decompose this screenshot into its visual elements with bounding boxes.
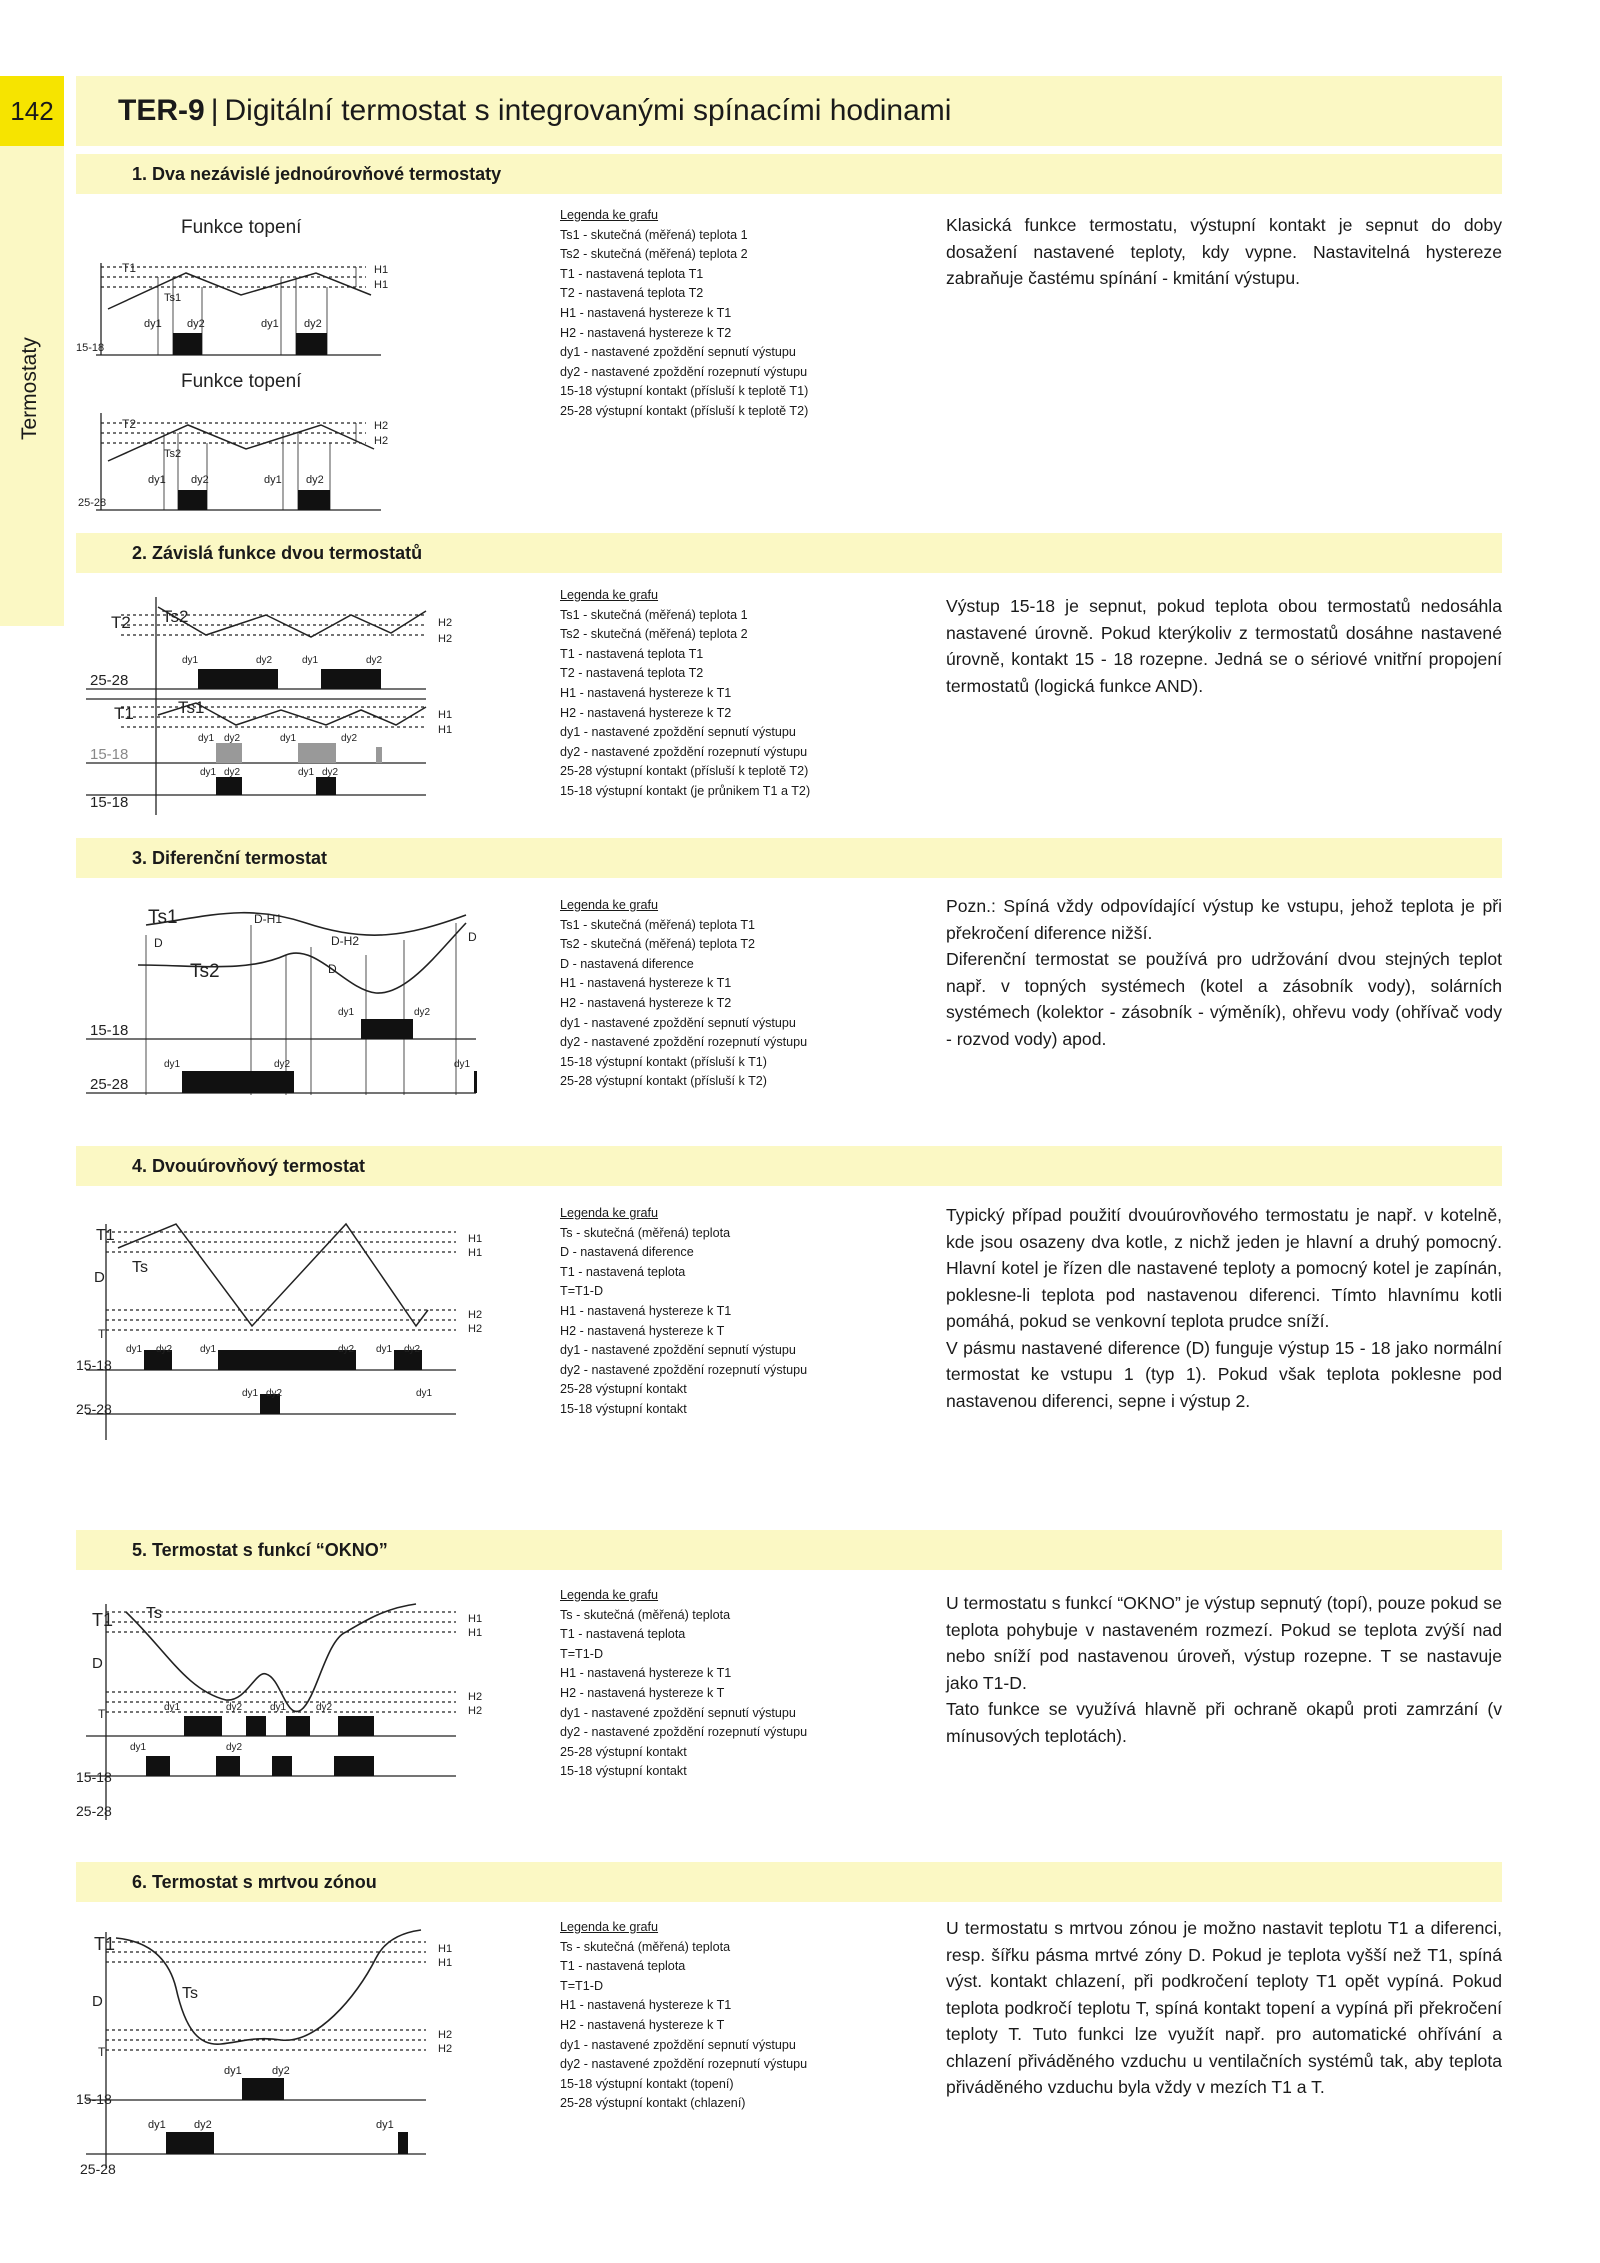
s5-pulse [246,1716,266,1736]
legend-item: 15-18 výstupní kontakt (přísluší k T1) [560,1054,767,1069]
s2-dy2: dy2 [341,733,358,744]
s2-out1-label: 15-18 [90,794,129,811]
s4-dy1: dy1 [376,1344,393,1355]
s3-pulse [474,1071,477,1093]
s5-d-label: D [92,1655,103,1672]
s1-t2-label: T2 [122,417,137,431]
s3-pulse [182,1071,294,1093]
s1-pulse [298,490,330,510]
s1-t1-label: T1 [122,261,137,275]
s4-d-label: D [94,1269,105,1286]
description-paragraph: Typický případ použití dvouúrovňového termostatu je např. v kotelně, kde jsou osazeny dva kotle, z nichž jeden je hlavní a druhý pomocný. Hlavní kotel je řízen dle nastavené teploty a pomocný kotel je zapínán, poklesne-li teplota pod nastavenou diferenci. Tímto hlavnímu kotli pomáhá, pokud se venkovní teplota prudce sníží. [946,1205,1502,1331]
legend-item: T=T1-D [560,1646,604,1661]
s6-ts-label: Ts [182,1985,198,2002]
s1-dy1: dy1 [264,474,282,486]
s2-dy2: dy2 [366,655,383,666]
section-6-legend [560,1918,807,2114]
s3-pulse [361,1019,413,1039]
section-5-header [76,1530,1502,1570]
section-6-description [946,1915,1502,2101]
s5-out2-label: 25-28 [76,1803,112,1819]
section-5-diagram [76,1590,483,1820]
description-paragraph: Klasická funkce termostatu, výstupní kontakt je sepnut do doby dosažení nastavené teploty, kdy vypne. Nastavitelná hystereze zabraňuje častému spínání - kmitání výstupu. [946,215,1502,288]
s5-t1-label: T1 [92,1610,114,1630]
s2-pulse [216,777,242,795]
s2-pulse-gray [298,743,336,763]
s1-dy1: dy1 [261,318,279,330]
legend-item: dy1 - nastavené zpoždění sepnutí výstupu [560,2037,796,2052]
s6-dy1: dy1 [224,2065,242,2077]
legend-item: T1 - nastavená teplota T1 [560,266,704,281]
s6-t1-label: T1 [94,1934,116,1954]
s5-pulse [286,1716,310,1736]
s2-dy2: dy2 [224,733,241,744]
s1-h1-label: H1 [374,264,389,276]
s4-h2-label: H2 [468,1309,483,1321]
description-paragraph: Pozn.: Spíná vždy odpovídající výstup ke vstupu, jehož teplota je při překročení diference nižší. [946,896,1502,943]
legend-item: Ts2 - skutečná (měřená) teplota T2 [560,937,756,952]
s6-t-label: T [98,2045,106,2059]
section-4-legend [560,1204,807,1420]
s6-h2-label: H2 [438,2029,453,2041]
legend-item: H1 - nastavená hystereze k T1 [560,1998,732,2013]
s6-d-label: D [92,1993,103,2010]
s5-pulse [146,1756,170,1776]
legend-item: 25-28 výstupní kontakt [560,1382,687,1397]
s3-dy2: dy2 [414,1007,431,1018]
legend-item: Ts1 - skutečná (měřená) teplota 1 [560,227,748,242]
section-6-title: 6. Termostat s mrtvou zónou [132,1871,377,1892]
legend-item: 15-18 výstupní kontakt [560,1401,687,1416]
legend-item: Ts - skutečná (měřená) teplota [560,1607,731,1622]
header-bar [76,76,1502,146]
s1-dy1: dy1 [148,474,166,486]
legend-item: dy2 - nastavené zpoždění rozepnutí výstupu [560,1362,808,1377]
s5-h2-label: H2 [468,1705,483,1717]
section-3-diagram [76,895,476,1115]
s6-h2-label: H2 [438,2043,453,2055]
legend-item: 25-28 výstupní kontakt (přísluší k teplotě T2) [560,403,809,418]
s6-out2-label: 25-28 [80,2161,116,2177]
legend-item: 25-28 výstupní kontakt [560,1744,687,1759]
legend-item: 25-28 výstupní kontakt (přísluší k teplotě T2) [560,764,809,779]
s6-pulse [398,2132,408,2154]
s6-pulse [242,2078,284,2100]
legend-item: H2 - nastavená hystereze k T2 [560,705,732,720]
legend-item: T=T1-D [560,1978,604,1993]
s3-dy1: dy1 [338,1007,355,1018]
s2-dy2: dy2 [224,767,241,778]
s4-h1-label: H1 [468,1233,483,1245]
s5-pulse [184,1716,222,1736]
s3-ts2-label: Ts2 [190,961,220,982]
description-paragraph: V pásmu nastavené diference (D) funguje výstup 15 - 18 jako normální termostat ke vstupu 1 (typ 1). Pokud však teplota poklesne pod nastavenou diferenci, sepne i výstup 2. [946,1337,1502,1411]
section-6-diagram [76,1918,476,2178]
section-3-description [946,893,1502,1052]
s3-d-label: D [154,936,163,950]
legend-item: dy1 - nastavené zpoždění sepnutí výstupu [560,345,796,360]
s6-dy1: dy1 [376,2119,394,2131]
s2-dy1: dy1 [182,655,199,666]
s1-pulse [178,490,207,510]
s5-dy2: dy2 [226,1702,243,1713]
s4-ts-label: Ts [132,1259,148,1276]
s2-dy1: dy1 [302,655,319,666]
legend-item: T1 - nastavená teplota [560,1264,686,1279]
section-1-header [76,154,1502,194]
legend-title: Legenda ke grafu [560,1206,659,1220]
s2-ts2-label: Ts2 [162,607,189,626]
section-3-title: 3. Diferenční termostat [132,847,328,868]
s4-t1-label: T1 [96,1227,115,1244]
s2-h1-label: H1 [438,709,453,721]
s4-out2-label: 25-28 [76,1401,112,1417]
s6-dy2: dy2 [272,2065,290,2077]
legend-item: 25-28 výstupní kontakt (přísluší k T2) [560,1074,767,1089]
s5-h1-label: H1 [468,1613,483,1625]
section-2-description [946,593,1502,699]
section-1-title: 1. Dva nezávislé jednoúrovňové termostaty [132,163,502,184]
s1-ts1-label: Ts1 [164,292,182,304]
legend-item: 15-18 výstupní kontakt (přísluší k teplotě T1) [560,384,809,399]
legend-item: D - nastavená diference [560,1245,694,1260]
legend-item: dy1 - nastavené zpoždění sepnutí výstupu [560,1343,796,1358]
legend-item: H2 - nastavená hystereze k T [560,1685,725,1700]
s6-out1-label: 15-18 [76,2091,112,2107]
s1-dy2: dy2 [191,474,209,486]
legend-item: H2 - nastavená hystereze k T [560,1323,725,1338]
legend-title: Legenda ke grafu [560,588,659,602]
s2-out2-label: 25-28 [90,672,129,689]
legend-item: H1 - nastavená hystereze k T1 [560,1666,732,1681]
s4-dy1: dy1 [200,1344,217,1355]
legend-item: dy1 - nastavené zpoždění sepnutí výstupu [560,1705,796,1720]
s5-pulse [216,1756,240,1776]
s4-t-label: T [98,1327,106,1341]
legend-item: Ts1 - skutečná (měřená) teplota T1 [560,917,756,932]
description-paragraph: Výstup 15-18 je sepnut, pokud teplota obou termostatů nedosáhla nastavené úrovně. Pokud kterýkoliv z termostatů dosáhne nastavené úrovně, kontakt 15 - 18 rozepne. Jedná se o sériové vnitřní propojení termostatů (logická funkce AND). [946,596,1502,696]
legend-item: dy1 - nastavené zpoždění sepnutí výstupu [560,1015,796,1030]
legend-item: dy2 - nastavené zpoždění rozepnutí výstupu [560,1725,808,1740]
legend-item: dy2 - nastavené zpoždění rozepnutí výstupu [560,1035,808,1050]
s2-dy2: dy2 [322,767,339,778]
s3-ts1-label: Ts1 [148,907,178,928]
s6-pulse [166,2132,214,2154]
s1-dy1: dy1 [144,318,162,330]
s4-dy2: dy2 [266,1388,283,1399]
section-4-title: 4. Dvouúrovňový termostat [132,1155,366,1176]
s5-pulse [272,1756,292,1776]
s5-pulse [334,1756,374,1776]
s1-h1-label: H1 [374,279,389,291]
s2-pulse [316,777,336,795]
title-separator: | [210,94,219,127]
s1-ts2-label: Ts2 [164,448,182,460]
s3-d-label: D [328,962,337,976]
s1-pulse [296,333,327,355]
s5-dy2: dy2 [226,1742,243,1753]
s4-h2-label: H2 [468,1323,483,1335]
s5-out1-label: 15-18 [76,1769,112,1785]
description-paragraph: U termostatu s mrtvou zónou je možno nastavit teplotu T1 a diferenci, resp. šířku pásma mrtvé zóny D. Pokud je teplota vyšší než T1, spíná výst. kontakt chlazení, při podkročení teploty T1 opět vypíná. Pokud teplota podkročí teplotu T, spíná kontakt topení a vypíná při překročení teploty T. Tuto funkci lze využít např. pro automatické ohřívání a chlazení přiváděného vzduchu u ventilačních systémů tak, aby teplota přiváděného vzduchu byla vždy v mezích T1 a T. [946,1918,1502,2097]
s6-h1-label: H1 [438,1943,453,1955]
s2-h2-label: H2 [438,633,453,645]
legend-item: H1 - nastavená hystereze k T1 [560,685,732,700]
s4-dy1: dy1 [242,1388,259,1399]
s3-d-label: D [468,930,477,944]
s5-dy1: dy1 [164,1702,181,1713]
section-2-title: 2. Závislá funkce dvou termostatů [132,542,423,563]
description-paragraph: Diferenční termostat se používá pro udržování dvou stejných teplot např. v topných systémech (kotel a zásobník vody), solárních systémech (kolektor - zásobník - výměník), ohřevu vody (ohřívač vody - rozvod vody) apod. [946,949,1502,1049]
s5-h2-label: H2 [468,1691,483,1703]
s5-t-label: T [98,1707,106,1721]
legend-item: 15-18 výstupní kontakt [560,1764,687,1779]
legend-item: Ts1 - skutečná (měřená) teplota 1 [560,607,748,622]
section-5-title: 5. Termostat s funkcí “OKNO” [132,1539,388,1560]
legend-item: H1 - nastavená hystereze k T1 [560,305,732,320]
s2-dy1: dy1 [298,767,315,778]
s2-pulse [198,669,278,689]
s1-caption-a: Funkce topení [181,217,302,238]
section-4-description [946,1202,1502,1414]
legend-item: dy2 - nastavené zpoždění rozepnutí výstupu [560,2057,808,2072]
section-2-legend [560,586,810,802]
s6-dy1: dy1 [148,2119,166,2131]
s4-pulse [218,1350,356,1370]
legend-item: T2 - nastavená teplota T2 [560,286,704,301]
s2-pulse-gray [216,743,242,763]
s4-dy2: dy2 [404,1344,421,1355]
s2-dy1: dy1 [200,767,217,778]
section-5-legend [560,1586,807,1782]
s2-dy1: dy1 [280,733,297,744]
legend-item: Ts2 - skutečná (měřená) teplota 2 [560,247,748,262]
s5-dy1: dy1 [270,1702,287,1713]
section-1-legend [560,206,808,422]
s3-dh1-label: D-H1 [254,912,283,926]
s4-h1-label: H1 [468,1247,483,1259]
s4-dy1: dy1 [126,1344,143,1355]
description-paragraph: Tato funkce se využívá hlavně při ochraně okapů proti zamrzání (v mínusových teplotách). [946,1699,1502,1746]
s1-h2-label: H2 [374,435,389,447]
section-2-diagram [76,585,456,815]
legend-item: 25-28 výstupní kontakt (chlazení) [560,2096,746,2111]
s2-ts1-label: Ts1 [178,698,205,717]
section-5-description [946,1590,1502,1749]
section-1-description [946,212,1502,292]
legend-item: H2 - nastavená hystereze k T [560,2017,725,2032]
s4-out1-label: 15-18 [76,1357,112,1373]
s2-dy1: dy1 [198,733,215,744]
legend-item: dy2 - nastavené zpoždění rozepnutí výstupu [560,744,808,759]
s1-h2-label: H2 [374,420,389,432]
sidebar-label: Termostaty [18,337,41,440]
s5-dy2: dy2 [316,1702,333,1713]
section-1-diagram [76,205,456,515]
legend-item: H1 - nastavená hystereze k T1 [560,976,732,991]
s3-out1-label: 15-18 [90,1022,129,1039]
s6-h1-label: H1 [438,1957,453,1969]
product-name: TER-9 [118,94,205,127]
s5-ts-label: Ts [146,1605,162,1622]
page-title [118,94,951,128]
section-2-header [76,533,1502,573]
s2-t1-label: T1 [114,704,134,723]
legend-item: 15-18 výstupní kontakt (je průnikem T1 a T2) [560,783,811,798]
legend-item: dy2 - nastavené zpoždění rozepnutí výstupu [560,364,808,379]
s3-dy1: dy1 [164,1059,181,1070]
s2-pulse [321,669,381,689]
s2-out1-label: 15-18 [90,746,129,763]
s4-dy2: dy2 [338,1344,355,1355]
section-3-header [76,838,1502,878]
legend-title: Legenda ke grafu [560,208,659,222]
s3-dy2: dy2 [274,1059,291,1070]
s5-dy1: dy1 [130,1742,147,1753]
s2-t2-label: T2 [111,613,131,632]
legend-title: Legenda ke grafu [560,1920,659,1934]
s5-h1-label: H1 [468,1627,483,1639]
s1-dy2: dy2 [304,318,322,330]
description-paragraph: U termostatu s funkcí “OKNO” je výstup sepnutý (topí), pouze pokud se teplota pohybuje v nastaveném rozmezí. Pokud se teplota zvýší nad nebo sníží pod nastavenou úroveň, výstup rozepne. T se nastavuje jako T1-D. [946,1593,1502,1693]
legend-item: T2 - nastavená teplota T2 [560,666,704,681]
page-number: 142 [0,76,64,146]
legend-item: H2 - nastavená hystereze k T2 [560,325,732,340]
legend-item: T1 - nastavená teplota [560,1627,686,1642]
legend-item: dy1 - nastavené zpoždění sepnutí výstupu [560,725,796,740]
s2-pulse-gray [376,747,382,763]
legend-item: T1 - nastavená teplota [560,1959,686,1974]
s6-dy2: dy2 [194,2119,212,2131]
s1-pulse [173,333,202,355]
s3-out2-label: 25-28 [90,1076,129,1093]
s2-h2-label: H2 [438,617,453,629]
legend-item: 15-18 výstupní kontakt (topení) [560,2076,734,2091]
legend-item: H1 - nastavená hystereze k T1 [560,1303,732,1318]
section-4-header [76,1146,1502,1186]
s4-dy1: dy1 [416,1388,433,1399]
legend-item: Ts2 - skutečná (měřená) teplota 2 [560,627,748,642]
s2-dy2: dy2 [256,655,273,666]
legend-title: Legenda ke grafu [560,898,659,912]
s4-dy2: dy2 [156,1344,173,1355]
s1-dy2: dy2 [306,474,324,486]
s5-pulse [338,1716,374,1736]
legend-item: T=T1-D [560,1284,604,1299]
legend-item: T1 - nastavená teplota T1 [560,646,704,661]
s1-out1-label: 15-18 [76,342,105,354]
legend-title: Legenda ke grafu [560,1588,659,1602]
s1-dy2: dy2 [187,318,205,330]
legend-item: D - nastavená diference [560,956,694,971]
section-6-header [76,1862,1502,1902]
s1-caption-b: Funkce topení [181,371,302,392]
s2-h1-label: H1 [438,724,453,736]
legend-item: Ts - skutečná (měřená) teplota [560,1939,731,1954]
legend-item: Ts - skutečná (měřená) teplota [560,1225,731,1240]
s3-dy1: dy1 [454,1059,471,1070]
section-3-legend [560,896,807,1092]
section-4-diagram [76,1210,483,1440]
s3-dh2-label: D-H2 [331,934,360,948]
product-subtitle: Digitální termostat s integrovanými spínacími hodinami [224,94,952,127]
s1-out2-label: 25-28 [78,497,107,509]
legend-item: H2 - nastavená hystereze k T2 [560,995,732,1010]
